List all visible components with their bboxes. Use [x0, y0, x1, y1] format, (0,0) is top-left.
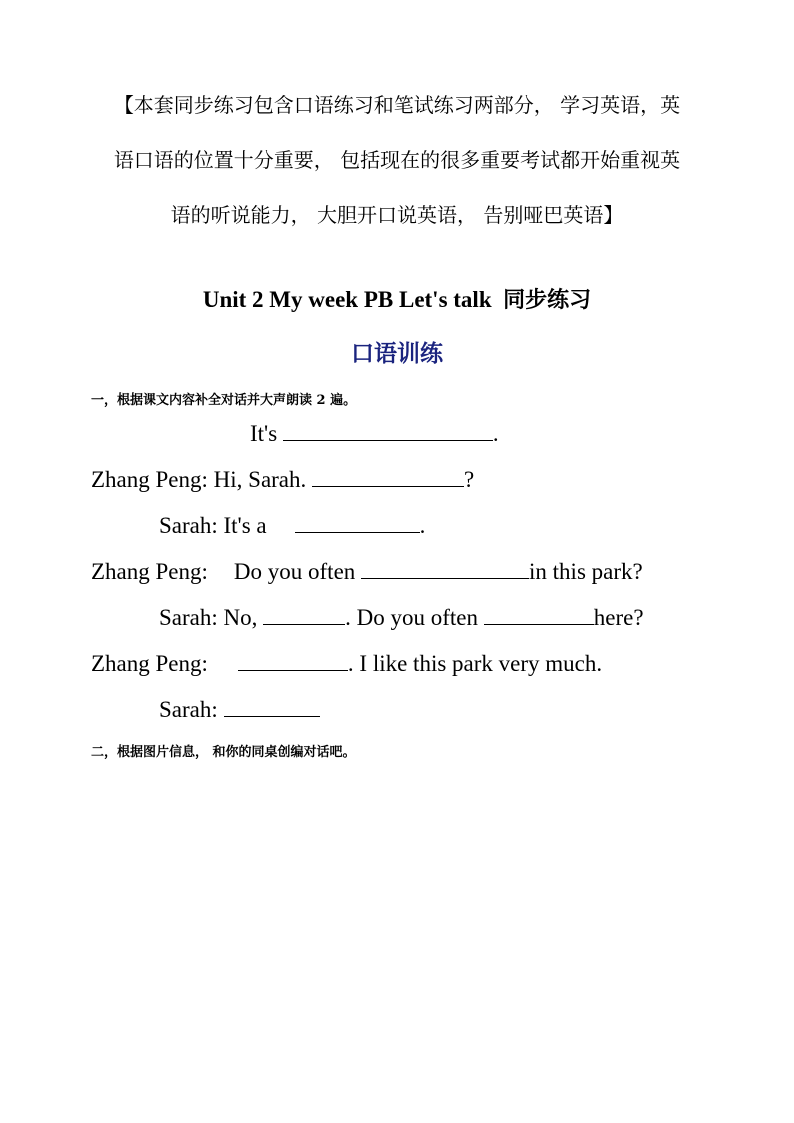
dialogue-line-3: Sarah: It's a . [159, 510, 425, 540]
answer-blank[interactable] [484, 602, 594, 625]
section1-instruction: 一，根据课文内容补全对话并大声朗读 2 遍。 [91, 393, 357, 408]
answer-blank[interactable] [238, 648, 348, 671]
dialogue-line-6: Zhang Peng: . I like this park very much. [91, 648, 602, 678]
dialogue-line-1: It's . [250, 418, 499, 448]
answer-blank[interactable] [283, 418, 493, 441]
intro-line-1: 【本套同步练习包含口语练习和笔试练习两部分， 学习英语，英 [113, 93, 681, 117]
answer-blank[interactable] [295, 510, 420, 533]
section2-instruction: 二，根据图片信息， 和你的同桌创编对话吧。 [91, 745, 356, 760]
answer-blank[interactable] [224, 694, 320, 717]
dialogue-line-4: Zhang Peng: Do you often in this park? [91, 556, 643, 586]
dialogue-line-2: Zhang Peng: Hi, Sarah. ? [91, 464, 474, 494]
dialogue-line-7: Sarah: [159, 694, 320, 724]
intro-line-2: 语口语的位置十分重要， 包括现在的很多重要考试都开始重视英 [113, 148, 681, 172]
section-subtitle: 口语训练 [351, 341, 443, 367]
title-english: Unit 2 My week PB Let's talk [202, 287, 492, 312]
title-chinese: 同步练习 [503, 288, 592, 313]
intro-paragraph [80, 78, 714, 243]
answer-blank[interactable] [263, 602, 345, 625]
dialogue-line-5: Sarah: No, . Do you often here? [159, 602, 644, 632]
worksheet-title [0, 283, 794, 314]
intro-line-3: 语的听说能力， 大胆开口说英语， 告别哑巴英语】 [170, 203, 624, 227]
answer-blank[interactable] [312, 464, 464, 487]
answer-blank[interactable] [361, 556, 529, 579]
